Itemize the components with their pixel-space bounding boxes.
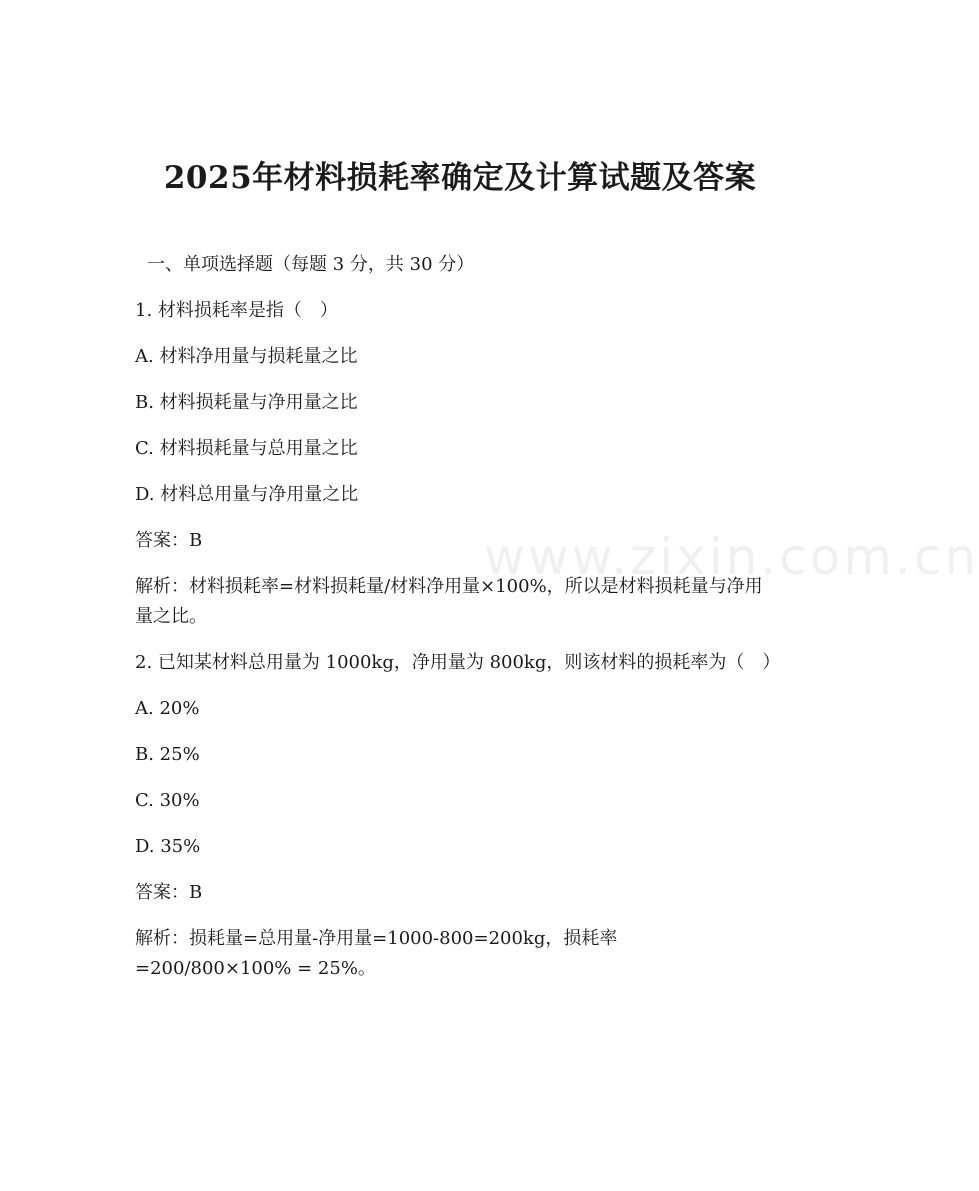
question-2-option-d: D. 35% [135, 836, 201, 857]
watermark: www.zixin.com.cn [484, 528, 979, 586]
question-2-stem: 2. 已知某材料总用量为 1000kg，净用量为 800kg，则该材料的损耗率为（ ） [135, 652, 781, 673]
document-body [135, 250, 781, 1000]
question-2-analysis-line-2: =200/800×100% = 25%。 [135, 958, 376, 979]
question-1-option-d: D. 材料总用量与净用量之比 [135, 484, 359, 505]
question-1-analysis: 解析：材料损耗率=材料损耗量/材料净用量×100%，所以是材料损耗量与净用量之比。 [135, 576, 763, 627]
question-2-analysis [135, 924, 775, 984]
question-2-option-c: C. 30% [135, 790, 200, 811]
question-1-option-b: B. 材料损耗量与净用量之比 [135, 392, 358, 413]
page-title: 2025年材料损耗率确定及计算试题及答案 [163, 160, 757, 196]
question-1-option-a: A. 材料净用量与损耗量之比 [135, 346, 358, 367]
question-2-option-b: B. 25% [135, 744, 200, 765]
question-2-analysis-line-1: 解析：损耗量=总用量-净用量=1000-800=200kg，损耗率 [135, 928, 618, 949]
question-1-stem: 1. 材料损耗率是指（ ） [135, 300, 338, 321]
question-1-option-c: C. 材料损耗量与总用量之比 [135, 438, 358, 459]
section-heading: 一、单项选择题（每题 3 分，共 30 分） [147, 254, 475, 275]
question-1-answer: 答案：B [135, 530, 203, 551]
question-2-answer: 答案：B [135, 882, 203, 903]
question-2-option-a: A. 20% [135, 698, 200, 719]
